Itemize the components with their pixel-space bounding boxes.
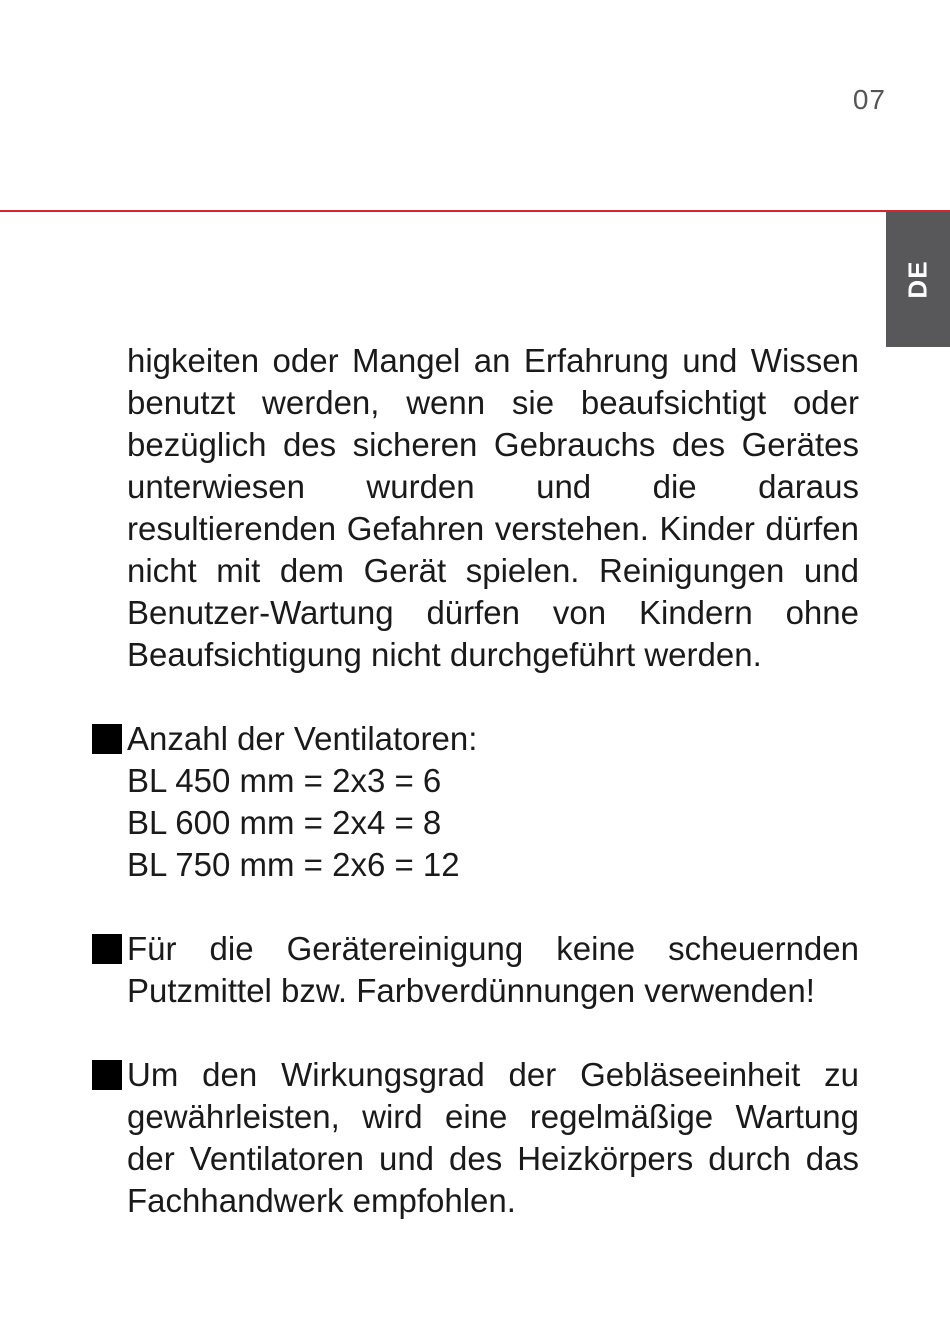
fan-count-line: BL 450 mm = 2x3 = 6 — [127, 762, 442, 799]
fan-count-line: BL 600 mm = 2x4 = 8 — [127, 804, 442, 841]
fan-count-line: BL 750 mm = 2x6 = 12 — [127, 846, 460, 883]
document-body — [127, 340, 859, 1222]
bullet-cleaning — [127, 928, 859, 1012]
bullet-maintenance — [127, 1054, 859, 1222]
square-bullet-icon — [92, 724, 122, 754]
intro-paragraph: higkeiten oder Mangel an Erfahrung und Wissen benutzt werden, wenn sie beaufsichtigt oder bezüglich des sicheren Gebrauchs des Gerätes unterwiesen wurden und die daraus resultierenden Gefahren verstehen. Kinder dürfen nicht mit dem Gerät spielen. Reinigungen und Benutzer-Wartung dürfen von Kindern ohne Beaufsichtigung nicht durchgeführt werden. — [127, 342, 859, 673]
bullet-fan-count — [127, 718, 859, 886]
square-bullet-icon — [92, 934, 122, 964]
language-tab-label: DE — [902, 260, 933, 299]
header-rule — [0, 210, 950, 212]
language-tab — [886, 212, 950, 347]
bullet-text: Für die Gerätereinigung keine scheuernden Putzmittel bzw. Farbverdünnungen verwenden! — [127, 930, 859, 1009]
bullet-title: Anzahl der Ventilatoren: — [127, 720, 478, 757]
square-bullet-icon — [92, 1060, 122, 1090]
bullet-text: Um den Wirkungsgrad der Gebläseeinheit zu gewährleisten, wird eine regelmäßige Wartung der Ventilatoren und des Heizkörpers durch das Fachhandwerk empfohlen. — [127, 1056, 859, 1219]
page-number: 07 — [852, 84, 886, 115]
